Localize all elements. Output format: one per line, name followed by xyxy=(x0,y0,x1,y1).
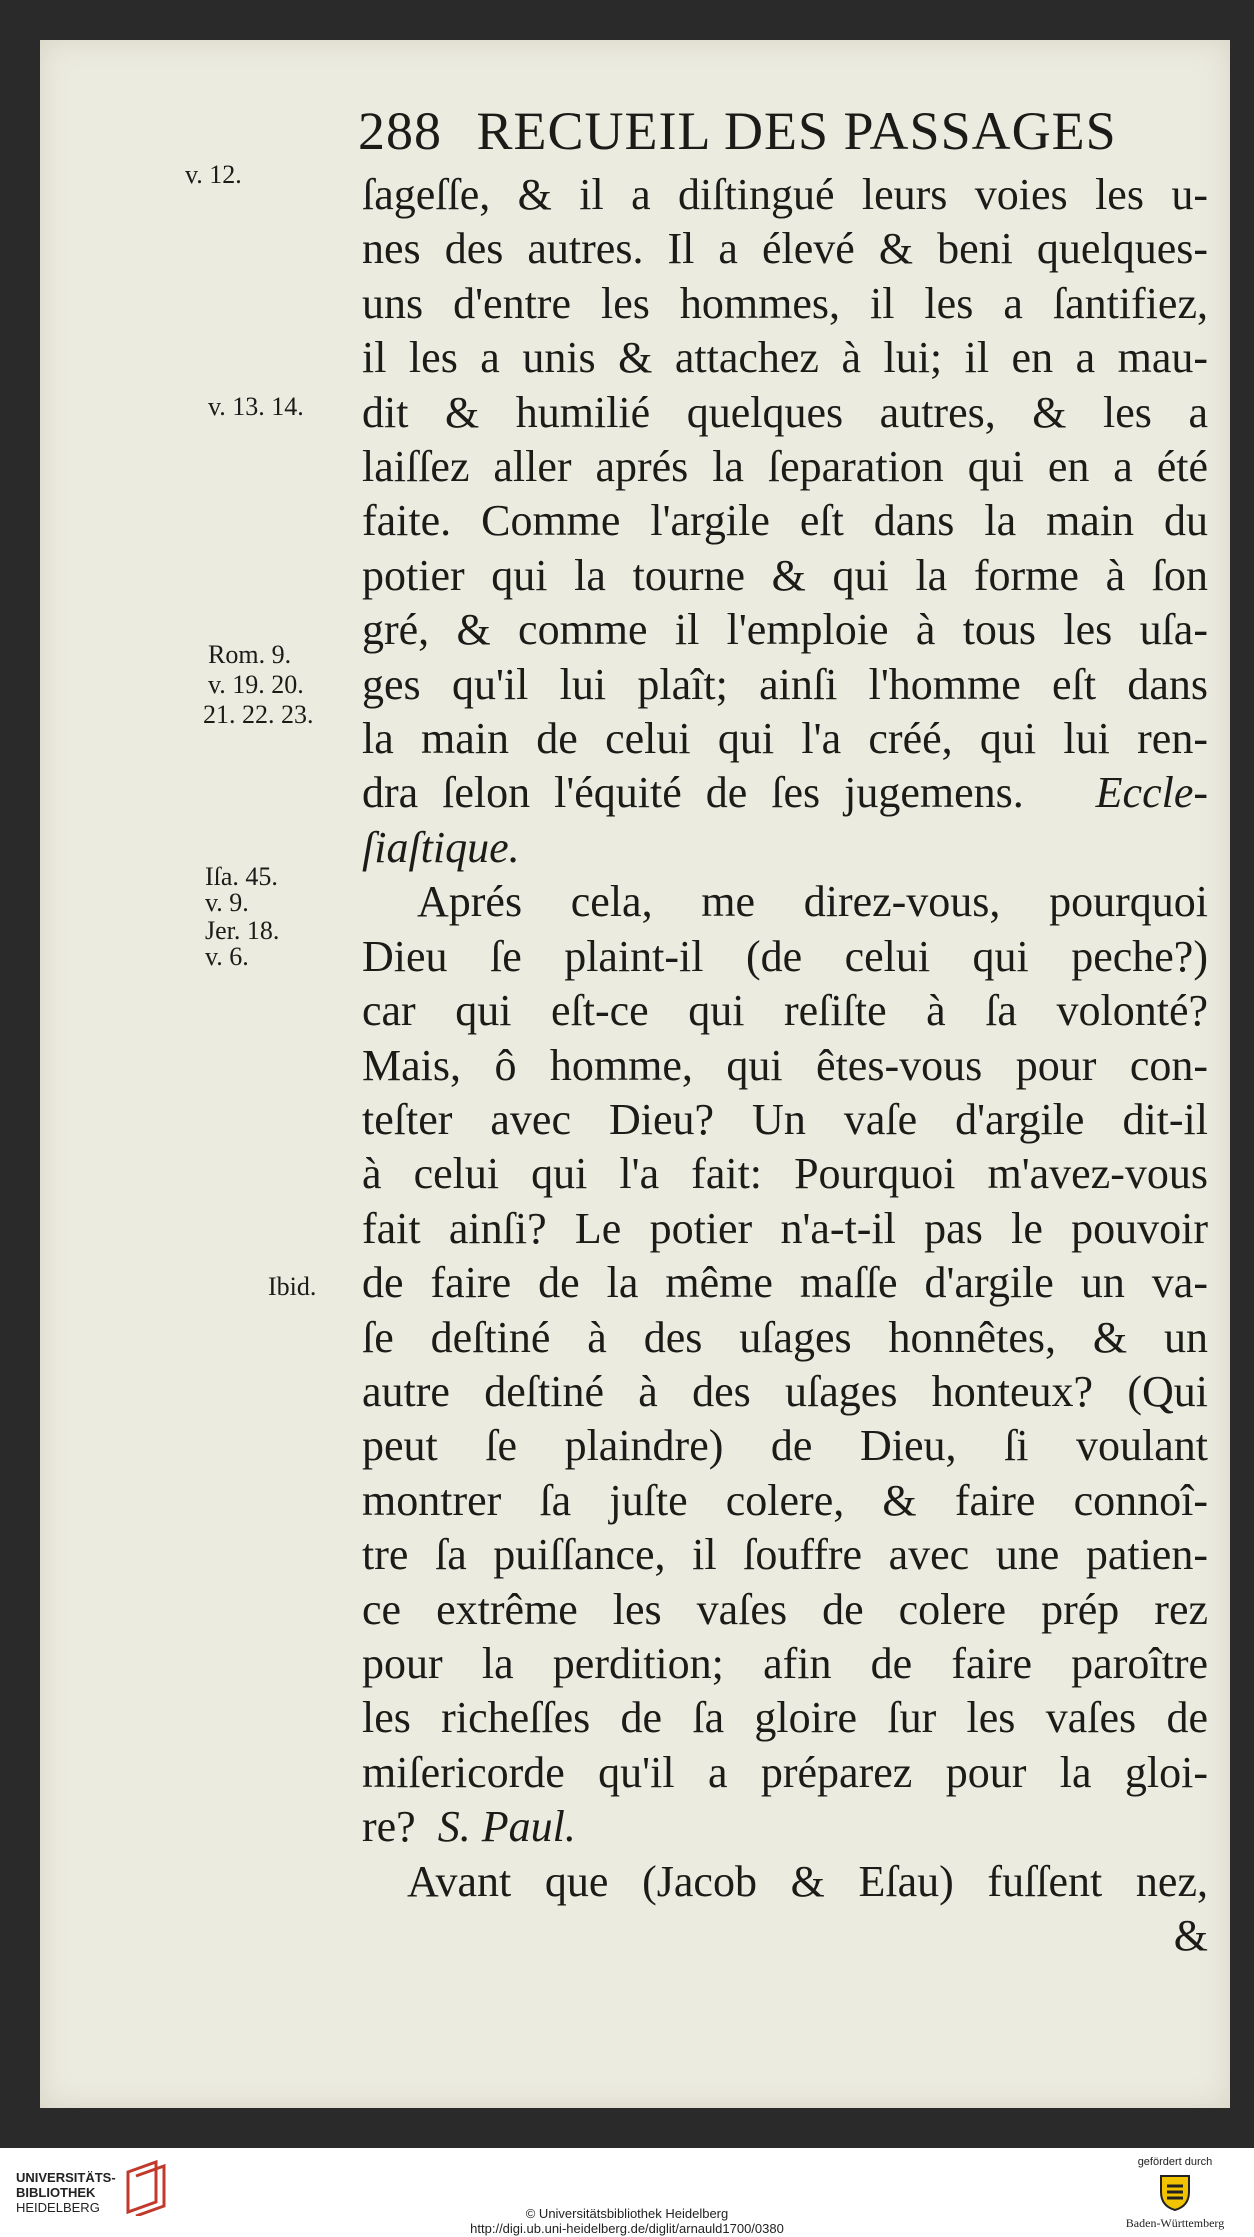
viewer-footer xyxy=(0,2148,1254,2237)
book-page xyxy=(40,40,1230,2108)
text-line: faite. Comme l'argile eſt dans la main du xyxy=(362,496,1208,546)
text-line: uns d'entre les hommes, il les a ſantifiez, xyxy=(362,278,1208,328)
text-line: dit & humilié quelques autres, & les a xyxy=(362,387,1208,437)
funded-by-label: gefördert durch xyxy=(1137,2156,1213,2168)
margin-reference: v. 12. xyxy=(185,160,242,189)
funder-logo[interactable] xyxy=(1110,2156,1240,2231)
text-line: peut ſe plaindre) de Dieu, ſi voulant xyxy=(362,1421,1208,1471)
margin-reference: Ibid. xyxy=(268,1272,317,1301)
text-line xyxy=(362,766,1208,820)
library-name-line: BIBLIOTHEK xyxy=(16,2185,96,2200)
margin-reference: v. 13. 14. xyxy=(208,392,304,421)
text-line: teſter avec Dieu? Un vaſe d'argile dit-il xyxy=(362,1094,1208,1144)
permalink[interactable]: http://digi.ub.uni-heidelberg.de/diglit/arnauld1700/0380 xyxy=(470,2221,784,2236)
text-line: la main de celui qui l'a créé, qui lui ren- xyxy=(362,714,1208,764)
text-line: les richeſſes de ſa gloire ſur les vaſes de xyxy=(362,1693,1208,1743)
text-line: tre ſa puiſſance, il ſouffre avec une patien- xyxy=(362,1530,1208,1580)
copyright-text: © Universitätsbibliothek Heidelberg xyxy=(525,2206,729,2221)
text-line: à celui qui l'a fait: Pourquoi m'avez-vous xyxy=(362,1149,1208,1199)
text-line: ſageſſe, & il a diſtingué leurs voies les u- xyxy=(362,170,1208,219)
text-line: miſericorde qu'il a préparez pour la gloi- xyxy=(362,1747,1208,1797)
text-line: ges qu'il lui plaît; ainſi l'homme eſt dans xyxy=(362,659,1208,709)
text-line: montrer ſa juſte colere, & faire connoî- xyxy=(362,1475,1208,1525)
text-line: fait ainſi? Le potier n'a-t-il pas le pouvoir xyxy=(362,1203,1208,1253)
running-title: RECUEIL DES PASSAGES xyxy=(476,101,1117,161)
text-line: Dieu ſe plaint-il (de celui qui peche?) xyxy=(362,931,1208,981)
library-name-line: UNIVERSITÄTS- xyxy=(16,2170,116,2185)
source-citation: ſiaſtique. xyxy=(362,822,520,872)
margin-reference: v. 19. 20. xyxy=(208,670,304,699)
running-header xyxy=(358,100,1117,162)
library-name-line: HEIDELBERG xyxy=(16,2200,100,2215)
source-citation: S. Paul. xyxy=(437,1802,576,1852)
text-line: ce extrême les vaſes de colere prép rez xyxy=(362,1584,1208,1634)
margin-reference: Rom. 9. xyxy=(208,640,292,669)
paragraph-first-line: Avant que (Jacob & Eſau) fuſſent nez, xyxy=(407,1856,1208,1906)
page-body xyxy=(362,168,1208,1963)
margin-reference: Jer. 18. xyxy=(205,916,280,945)
text-line: nes des autres. Il a élevé & beni quelques- xyxy=(362,224,1208,274)
margin-reference: v. 9. xyxy=(205,888,249,917)
catchword: & xyxy=(1173,1911,1208,1960)
text-line: Mais, ô homme, qui êtes-vous pour con- xyxy=(362,1040,1208,1090)
text-line: autre deſtiné à des uſages honteux? (Qui xyxy=(362,1366,1208,1416)
copyright-notice xyxy=(0,2206,1254,2236)
text-line: pour la perdition; afin de faire paroître xyxy=(362,1638,1208,1688)
state-crest-icon xyxy=(1157,2172,1193,2212)
margin-reference: 21. 22. 23. xyxy=(203,700,314,729)
paragraph-first-line: Aprés cela, me direz-vous, pourquoi xyxy=(417,877,1208,927)
page-number: 288 xyxy=(358,101,442,161)
text-fragment: re? xyxy=(362,1802,416,1852)
text-line: car qui eſt-ce qui reſiſte à ſa volonté? xyxy=(362,986,1208,1036)
text-line: il les a unis & attachez à lui; il en a mau- xyxy=(362,333,1208,383)
text-line: laiſſez aller aprés la ſeparation qui en a été xyxy=(362,442,1208,492)
text-line: ſe deſtiné à des uſages honnêtes, & un xyxy=(362,1312,1208,1362)
text-fragment: dra ſelon l'équité de ſes jugemens. xyxy=(362,768,1024,818)
margin-reference: v. 6. xyxy=(205,942,249,971)
state-name: Baden-Württemberg xyxy=(1125,2216,1225,2230)
text-line: potier qui la tourne & qui la forme à ſon xyxy=(362,550,1208,600)
text-line: gré, & comme il l'emploie à tous les uſa- xyxy=(362,605,1208,655)
source-citation: Eccle- xyxy=(1095,768,1209,818)
text-line xyxy=(362,1800,1208,1854)
text-line: de faire de la même maſſe d'argile un va- xyxy=(362,1258,1208,1308)
margin-reference: Iſa. 45. xyxy=(205,862,278,891)
